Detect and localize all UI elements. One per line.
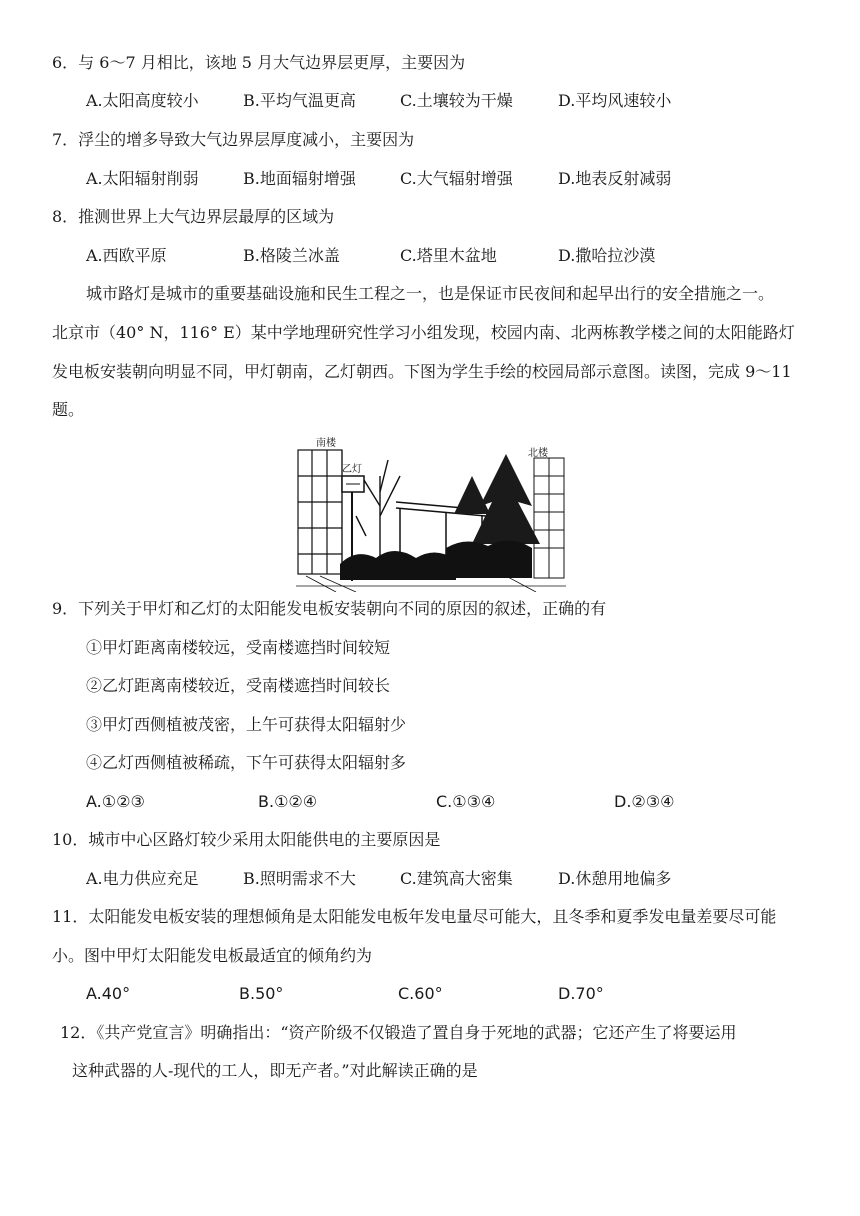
question-6-option-c: C.土壤较为干燥 xyxy=(400,91,513,110)
question-7-option-b: B.地面辐射增强 xyxy=(243,169,356,188)
question-8-stem: 8．推测世界上大气边界层最厚的区域为 xyxy=(52,207,335,226)
question-10-option-c: C.建筑高大密集 xyxy=(400,869,513,888)
question-6-option-b: B.平均气温更高 xyxy=(243,91,356,110)
question-9-statement-4: ④乙灯西侧植被稀疏，下午可获得太阳辐射多 xyxy=(86,753,407,772)
question-11-option-c: C.60° xyxy=(398,984,443,1003)
question-8-option-c: C.塔里木盆地 xyxy=(400,246,497,265)
south-building xyxy=(298,450,342,574)
question-9-statement-1: ①甲灯距离南楼较远，受南楼遮挡时间较短 xyxy=(86,638,391,657)
passage-line-4: 题。 xyxy=(52,400,85,419)
question-9-option-b: B.①②④ xyxy=(258,792,318,811)
question-6-option-d: D.平均风速较小 xyxy=(558,91,672,110)
label-south-building: 南楼 xyxy=(316,438,336,449)
passage-line-2: 北京市（40° N，116° E）某中学地理研究性学习小组发现，校园内南、北两栋教学楼之间的太阳能路灯 xyxy=(52,323,795,342)
question-11-stem-line-1: 11．太阳能发电板安装的理想倾角是太阳能发电板年发电量尽可能大，且冬季和夏季发电量差要尽可能 xyxy=(52,907,777,926)
question-11-option-b: B.50° xyxy=(239,984,284,1003)
question-6-option-a: A.太阳高度较小 xyxy=(86,91,199,110)
campus-sketch-illustration xyxy=(296,436,566,592)
question-7-option-a: A.太阳辐射削弱 xyxy=(86,169,199,188)
question-9-option-a: A.①②③ xyxy=(86,792,145,811)
passage-line-1: 城市路灯是城市的重要基础设施和民生工程之一，也是保证市民夜间和起早出行的安全措施之一。 xyxy=(86,284,775,303)
question-12-stem-line-1: 12．《共产党宣言》明确指出：“资产阶级不仅锻造了置自身于死地的武器；它还产生了将要运用 xyxy=(60,1023,737,1042)
question-8-option-b: B.格陵兰冰盖 xyxy=(243,246,340,265)
question-10-option-a: A.电力供应充足 xyxy=(86,869,199,888)
question-9-stem: 9．下列关于甲灯和乙灯的太阳能发电板安装朝向不同的原因的叙述，正确的有 xyxy=(52,599,607,618)
hedges xyxy=(340,540,532,580)
question-11-option-a: A.40° xyxy=(86,984,131,1003)
question-8-option-d: D.撒哈拉沙漠 xyxy=(558,246,656,265)
question-9-option-c: C.①③④ xyxy=(436,792,496,811)
question-9-statement-2: ②乙灯距离南楼较近，受南楼遮挡时间较长 xyxy=(86,676,391,695)
question-12-stem-line-2: 这种武器的人-现代的工人，即无产者。”对此解读正确的是 xyxy=(72,1061,478,1080)
question-7-option-d: D.地表反射减弱 xyxy=(558,169,672,188)
question-10-stem: 10．城市中心区路灯较少采用太阳能供电的主要原因是 xyxy=(52,830,441,849)
question-8-option-a: A.西欧平原 xyxy=(86,246,167,265)
question-10-option-d: D.休憩用地偏多 xyxy=(558,869,672,888)
question-7-option-c: C.大气辐射增强 xyxy=(400,169,513,188)
question-9-option-d: D.②③④ xyxy=(614,792,675,811)
question-11-option-d: D.70° xyxy=(558,984,604,1003)
question-10-option-b: B.照明需求不大 xyxy=(243,869,356,888)
campus-sketch-figure xyxy=(296,436,566,592)
label-lamp-b: 乙灯 xyxy=(342,464,362,475)
passage-line-3: 发电板安装朝向明显不同，甲灯朝南，乙灯朝西。下图为学生手绘的校园局部示意图。读图，完成 9～11 xyxy=(52,362,792,381)
question-11-stem-line-2: 小。图中甲灯太阳能发电板最适宜的倾角约为 xyxy=(52,946,373,965)
north-building xyxy=(534,458,564,578)
question-7-stem: 7．浮尘的增多导致大气边界层厚度减小，主要因为 xyxy=(52,130,415,149)
label-north-building: 北楼 xyxy=(528,448,548,459)
question-9-statement-3: ③甲灯西侧植被茂密，上午可获得太阳辐射少 xyxy=(86,715,407,734)
question-6-stem: 6．与 6～7 月相比，该地 5 月大气边界层更厚，主要因为 xyxy=(52,53,466,72)
